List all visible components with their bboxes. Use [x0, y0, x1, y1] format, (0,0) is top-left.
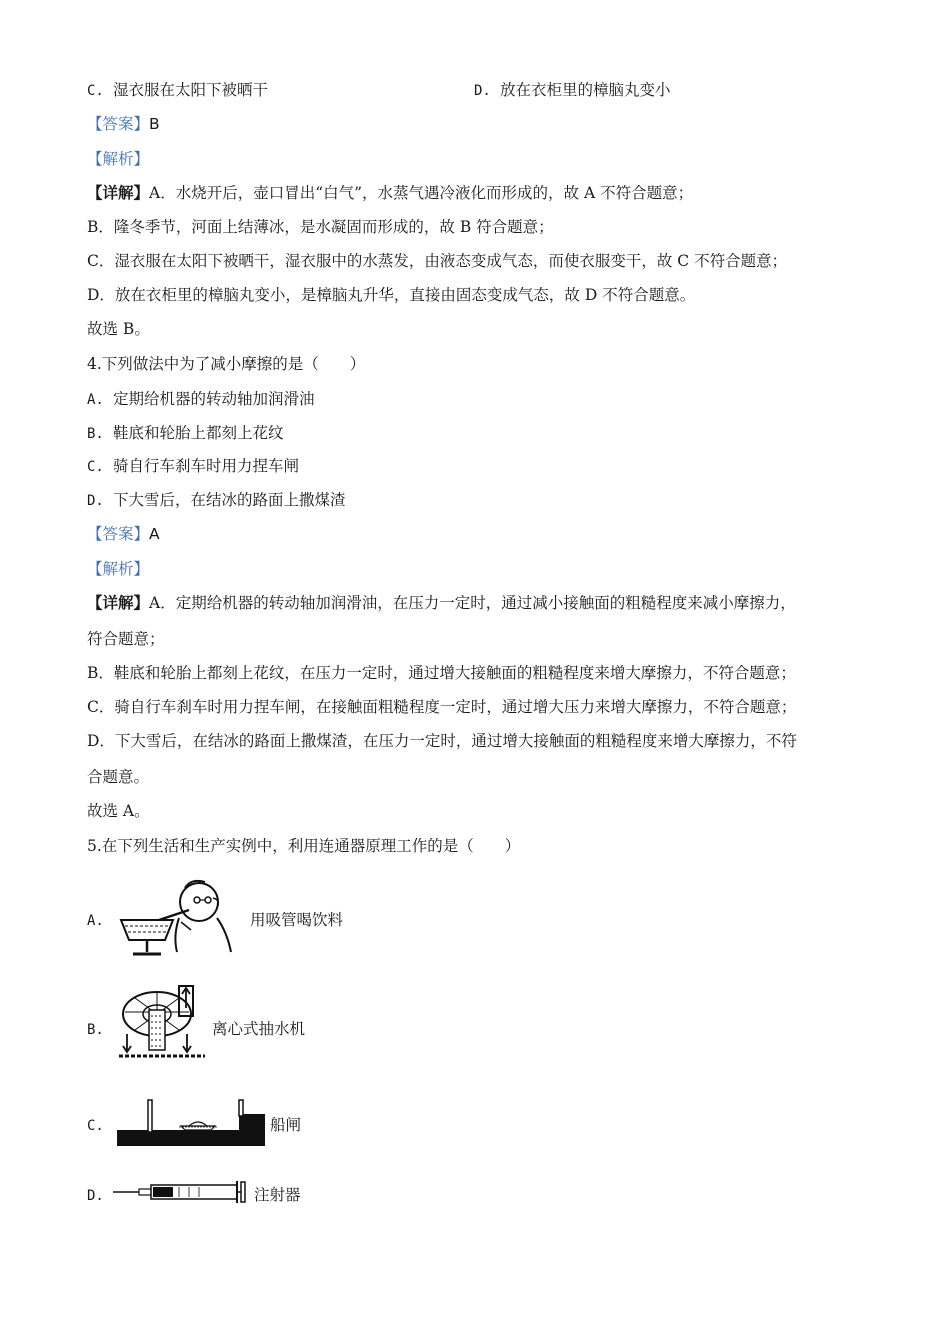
detail-text: A．水烧开后，壶口冒出“白气”，水蒸气遇冷液化而形成的，故 A 不符合题意； — [149, 184, 694, 202]
ship-lock-icon — [117, 1096, 265, 1146]
option-letter: D. — [87, 1188, 104, 1204]
q4-detail-line: 合题意。 — [87, 768, 150, 786]
centrifugal-pump-icon — [117, 982, 207, 1064]
option-letter: C. — [87, 1118, 104, 1134]
q4-stem: 4.下列做法中为了减小摩擦的是（ ） — [87, 355, 366, 373]
q3-analysis-tag — [87, 148, 149, 170]
q5-option-c-text: 船闸 — [270, 1116, 302, 1134]
option-text: 放在衣柜里的樟脑丸变小 — [500, 81, 671, 99]
answer-tag: 【答案】 — [87, 525, 150, 543]
option-text: 下大雪后，在结冰的路面上撒煤渣 — [113, 491, 346, 509]
detail-tag: 【详解】 — [87, 183, 150, 202]
q5-option-a-letter — [87, 909, 113, 932]
option-letter: A. — [87, 913, 104, 929]
q5-option-b-text: 离心式抽水机 — [212, 1020, 306, 1038]
q5-option-b-letter — [87, 1018, 113, 1041]
answer-value: A — [149, 525, 160, 543]
answer-tag: 【答案】 — [87, 115, 150, 133]
q5-option-a-text: 用吸管喝饮料 — [250, 911, 344, 929]
straw-drinking-icon — [117, 876, 242, 958]
q5-stem: 5.在下列生活和生产实例中，利用连通器原理工作的是（ ） — [87, 837, 521, 855]
q3-option-c — [87, 79, 268, 102]
option-letter: C. — [87, 459, 104, 475]
option-text: 鞋底和轮胎上都刻上花纹 — [113, 424, 284, 442]
q3-option-d — [474, 79, 671, 102]
option-letter: D. — [87, 493, 104, 509]
q4-option-a — [87, 388, 315, 411]
q3-conclusion: 故选 B。 — [87, 320, 150, 338]
option-letter: D. — [474, 83, 491, 99]
q3-answer — [87, 113, 160, 135]
q4-option-c — [87, 455, 299, 478]
detail-text: A．定期给机器的转动轴加润滑油，在压力一定时，通过减小接触面的粗糙程度来减小摩擦力， — [149, 594, 796, 612]
option-letter: A. — [87, 392, 104, 408]
q3-detail-line — [87, 182, 693, 204]
q3-detail-line: B．隆冬季节，河面上结薄冰，是水凝固而形成的，故 B 符合题意； — [87, 218, 554, 236]
option-letter: B. — [87, 426, 104, 442]
answer-value: B — [149, 115, 160, 133]
q4-detail-line: D．下大雪后，在结冰的路面上撒煤渣，在压力一定时，通过增大接触面的粗糙程度来增大摩擦力，不符 — [87, 732, 797, 750]
option-text: 定期给机器的转动轴加润滑油 — [113, 390, 315, 408]
q3-detail-line: D．放在衣柜里的樟脑丸变小，是樟脑丸升华，直接由固态变成气态，故 D 不符合题意。 — [87, 286, 696, 304]
q4-detail-line: C．骑自行车刹车时用力捏车闸，在接触面粗糙程度一定时，通过增大压力来增大摩擦力，不符合题意； — [87, 698, 797, 716]
detail-tag: 【详解】 — [87, 593, 150, 612]
q4-conclusion: 故选 A。 — [87, 802, 150, 820]
analysis-tag: 【解析】 — [87, 560, 150, 578]
option-letter: C. — [87, 83, 104, 99]
option-text: 骑自行车刹车时用力捏车闸 — [113, 457, 300, 475]
q4-option-d — [87, 489, 346, 512]
q4-detail-line: 符合题意； — [87, 630, 165, 648]
q4-detail-line: B．鞋底和轮胎上都刻上花纹，在压力一定时，通过增大接触面的粗糙程度来增大摩擦力，不符合题意； — [87, 664, 796, 682]
q4-detail-line — [87, 592, 796, 614]
q3-detail-line: C．湿衣服在太阳下被晒干，湿衣服中的水蒸发，由液态变成气态，而使衣服变干，故 C 不符合题意； — [87, 252, 788, 270]
q4-answer — [87, 523, 160, 545]
q5-option-d-text: 注射器 — [254, 1186, 301, 1204]
q4-analysis-tag — [87, 558, 149, 580]
syringe-icon — [113, 1178, 249, 1206]
q4-option-b — [87, 422, 284, 445]
option-letter: B. — [87, 1022, 104, 1038]
q5-option-d-letter — [87, 1184, 113, 1207]
option-text: 湿衣服在太阳下被晒干 — [113, 81, 269, 99]
q5-option-c-letter — [87, 1114, 113, 1137]
analysis-tag: 【解析】 — [87, 150, 150, 168]
